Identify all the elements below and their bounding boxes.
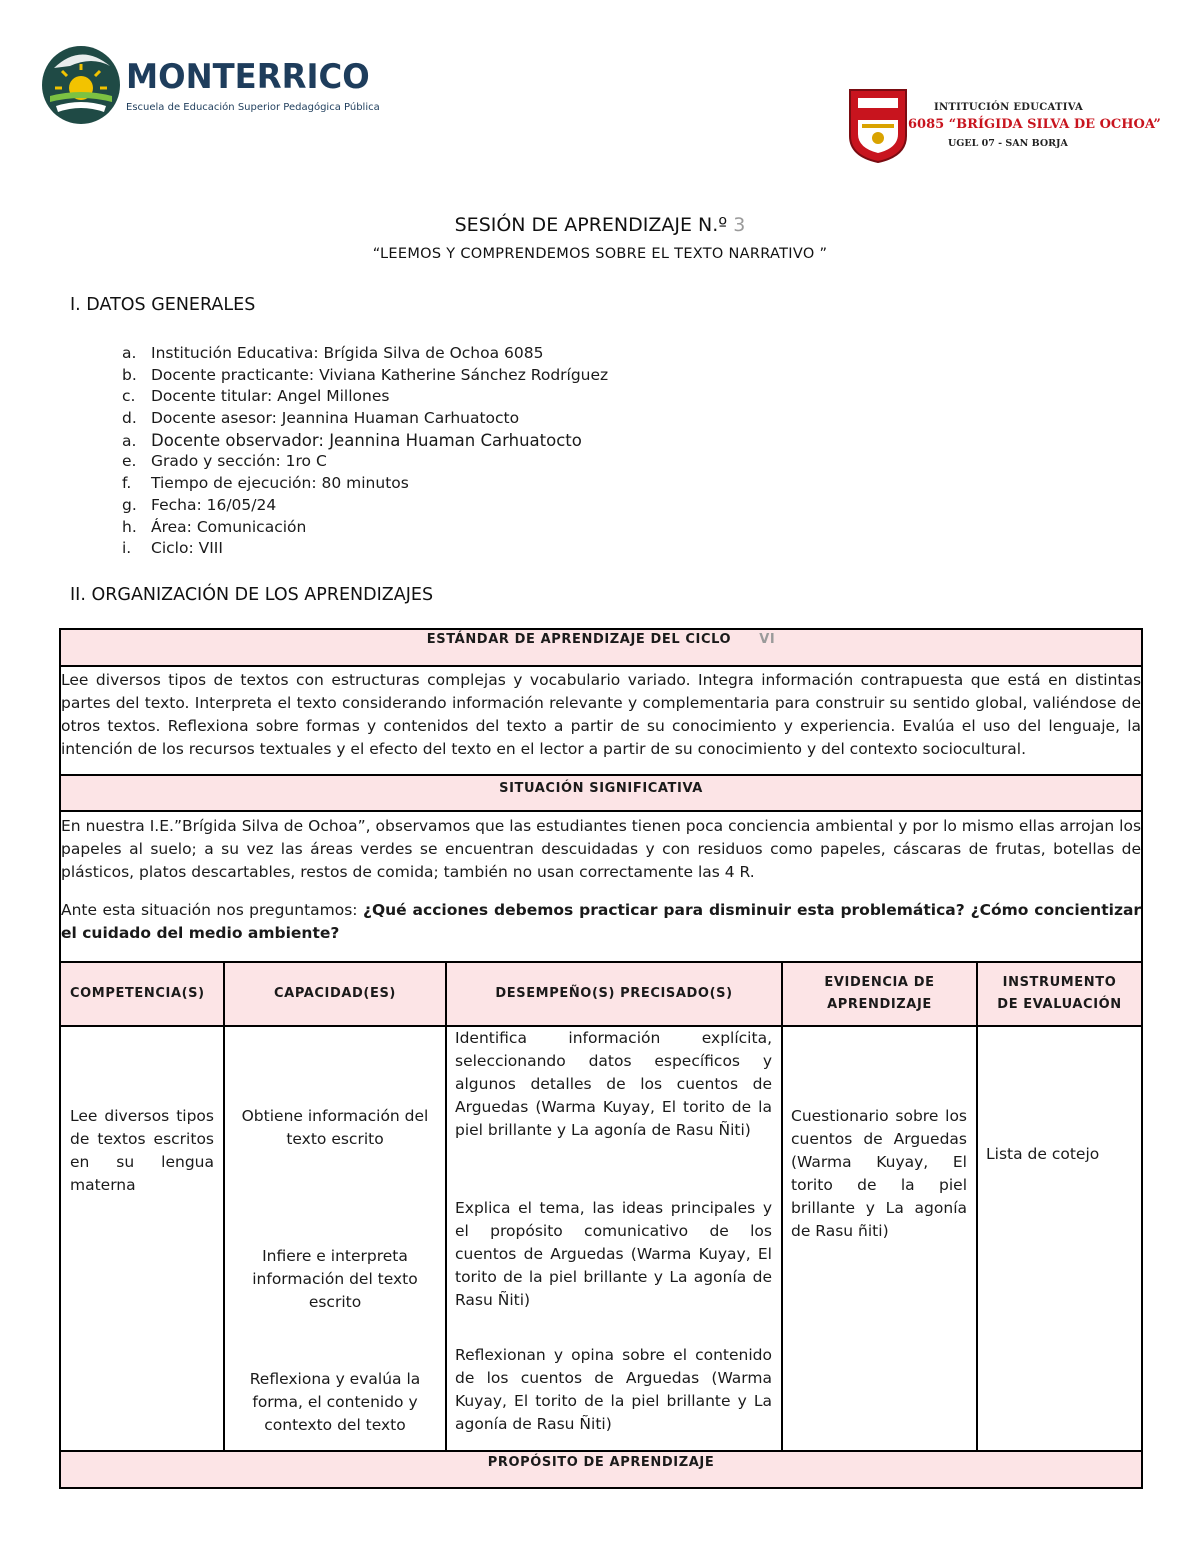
- session-title: [0, 214, 1200, 236]
- list-item: e. Grado y sección: 1ro C: [122, 452, 327, 471]
- school-logo-line2: 6085 “BRÍGIDA SILVA DE OCHOA”: [908, 117, 1161, 132]
- list-item: c. Docente titular: Angel Millones: [122, 387, 390, 406]
- list-item: b. Docente practicante: Viviana Katherine Sánchez Rodríguez: [122, 365, 609, 384]
- estandar-cycle: VI: [759, 632, 776, 647]
- situacion-header: SITUACIÓN SIGNIFICATIVA: [60, 775, 1142, 811]
- list-item: a. Institución Educativa: Brígida Silva de Ochoa 6085: [122, 344, 544, 362]
- session-title-text: SESIÓN DE APRENDIZAJE N.º: [454, 214, 728, 236]
- situacion-cell: [60, 811, 1142, 962]
- desempeno-item: Explica el tema, las ideas principales y el propósito comunicativo de los cuentos de Arguedas (Warma Kuyay, El torito de la piel brillante y La agonía de Rasu Ñiti): [455, 1199, 772, 1309]
- monterrico-logo: [40, 44, 380, 128]
- capacidad-item: Obtiene información del texto escrito: [241, 1107, 429, 1148]
- datos-generales-list: [122, 343, 608, 560]
- situacion-text: En nuestra I.E.”Brígida Silva de Ochoa”, observamos que las estudiantes tienen poca conciencia ambiental y por lo mismo ellas arrojan los papeles al suelo; a su vez las áreas verdes se encuentran descuidadas y con residuos como papeles, cáscaras de frutas, botellas de plásticos, platos descartables, restos de comida; también no usan correctamente las 4 R.: [61, 817, 1142, 881]
- competencia-cell: Lee diversos tipos de textos escritos en su lengua materna: [60, 1026, 224, 1451]
- list-item: f. Tiempo de ejecución: 80 minutos: [122, 474, 409, 493]
- list-item: d. Docente asesor: Jeannina Huaman Carhuatocto: [122, 409, 520, 428]
- desempeno-item: Identifica información explícita, seleccionando datos específicos y algunos detalles de los cuentos de Arguedas (Warma Kuyay, El torito de la piel brillante y La agonía de Rasu Ñiti): [455, 1029, 772, 1139]
- desempeno-item: Reflexionan y opina sobre el contenido de los cuentos de Arguedas (Warma Kuyay, El torito de la piel brillante y La agonía de Rasu Ñiti): [455, 1346, 772, 1433]
- capacidad-cell: [224, 1026, 446, 1451]
- session-subtitle: “LEEMOS Y COMPRENDEMOS SOBRE EL TEXTO NARRATIVO ”: [372, 246, 828, 262]
- col-header-competencia: COMPETENCIA(S): [60, 962, 224, 1026]
- school-logo: [848, 86, 1161, 166]
- school-shield-icon: [848, 86, 908, 164]
- col-header-capacidad: CAPACIDAD(ES): [224, 962, 446, 1026]
- monterrico-brand-subtitle: Escuela de Educación Superior Pedagógica Pública: [126, 102, 380, 113]
- col-header-desempeno: DESEMPEÑO(S) PRECISADO(S): [446, 962, 782, 1026]
- capacidad-item: Infiere e interpreta información del texto escrito: [252, 1247, 418, 1311]
- col-header-instrumento: INSTRUMENTO DE EVALUACIÓN: [977, 962, 1142, 1026]
- pregunta-bold: ¿Qué acciones debemos practicar para disminuir esta problemática? ¿Cómo concientizar el cuidado del medio ambiente?: [61, 901, 1142, 942]
- list-item: a. Docente observador: Jeannina Huaman Carhuatocto: [122, 430, 582, 450]
- pregunta-intro: Ante esta situación nos preguntamos:: [61, 901, 363, 919]
- monterrico-emblem-icon: [40, 44, 122, 126]
- estandar-header: ESTÁNDAR DE APRENDIZAJE DEL CICLO: [426, 632, 732, 647]
- list-item: h. Área: Comunicación: [122, 517, 307, 536]
- section-datos-generales-heading: I. DATOS GENERALES: [70, 295, 256, 315]
- proposito-header: PROPÓSITO DE APRENDIZAJE: [60, 1451, 1142, 1488]
- instrumento-cell: Lista de cotejo: [977, 1026, 1142, 1451]
- evidencia-cell: Cuestionario sobre los cuentos de Arguedas (Warma Kuyay, El torito de la piel brillante y La agonía de Rasu ñiti): [782, 1026, 977, 1451]
- monterrico-brand-name: MONTERRICO: [126, 57, 370, 97]
- capacidad-item: Reflexiona y evalúa la forma, el contenido y contexto del texto: [249, 1370, 421, 1434]
- list-item: i. Ciclo: VIII: [122, 539, 223, 558]
- col-header-evidencia: EVIDENCIA DE APRENDIZAJE: [782, 962, 977, 1026]
- session-number: 3: [733, 214, 746, 236]
- list-item: g. Fecha: 16/05/24: [122, 495, 277, 514]
- estandar-text: Lee diversos tipos de textos con estructuras complejas y vocabulario variado. Integra información contrapuesta que está en distintas partes del texto. Interpreta el texto considerando información relevante y complementaria para construir su sentido global, valiéndose de otros textos. Reflexiona sobre formas y contenidos del texto a partir de su conocimiento y experiencia. Evalúa el uso del lenguaje, la intención de los recursos textuales y el efecto del texto en el lector a partir de su conocimiento y del contexto sociocultural.: [60, 666, 1142, 775]
- school-logo-line1: INTITUCIÓN EDUCATIVA: [934, 102, 1084, 113]
- estandar-header-cell: [60, 629, 1142, 666]
- organizacion-table: [59, 628, 1143, 1489]
- desempeno-cell: [446, 1026, 782, 1451]
- school-logo-line3: UGEL 07 - SAN BORJA: [948, 138, 1068, 149]
- section-organizacion-heading: II. ORGANIZACIÓN DE LOS APRENDIZAJES: [70, 585, 434, 605]
